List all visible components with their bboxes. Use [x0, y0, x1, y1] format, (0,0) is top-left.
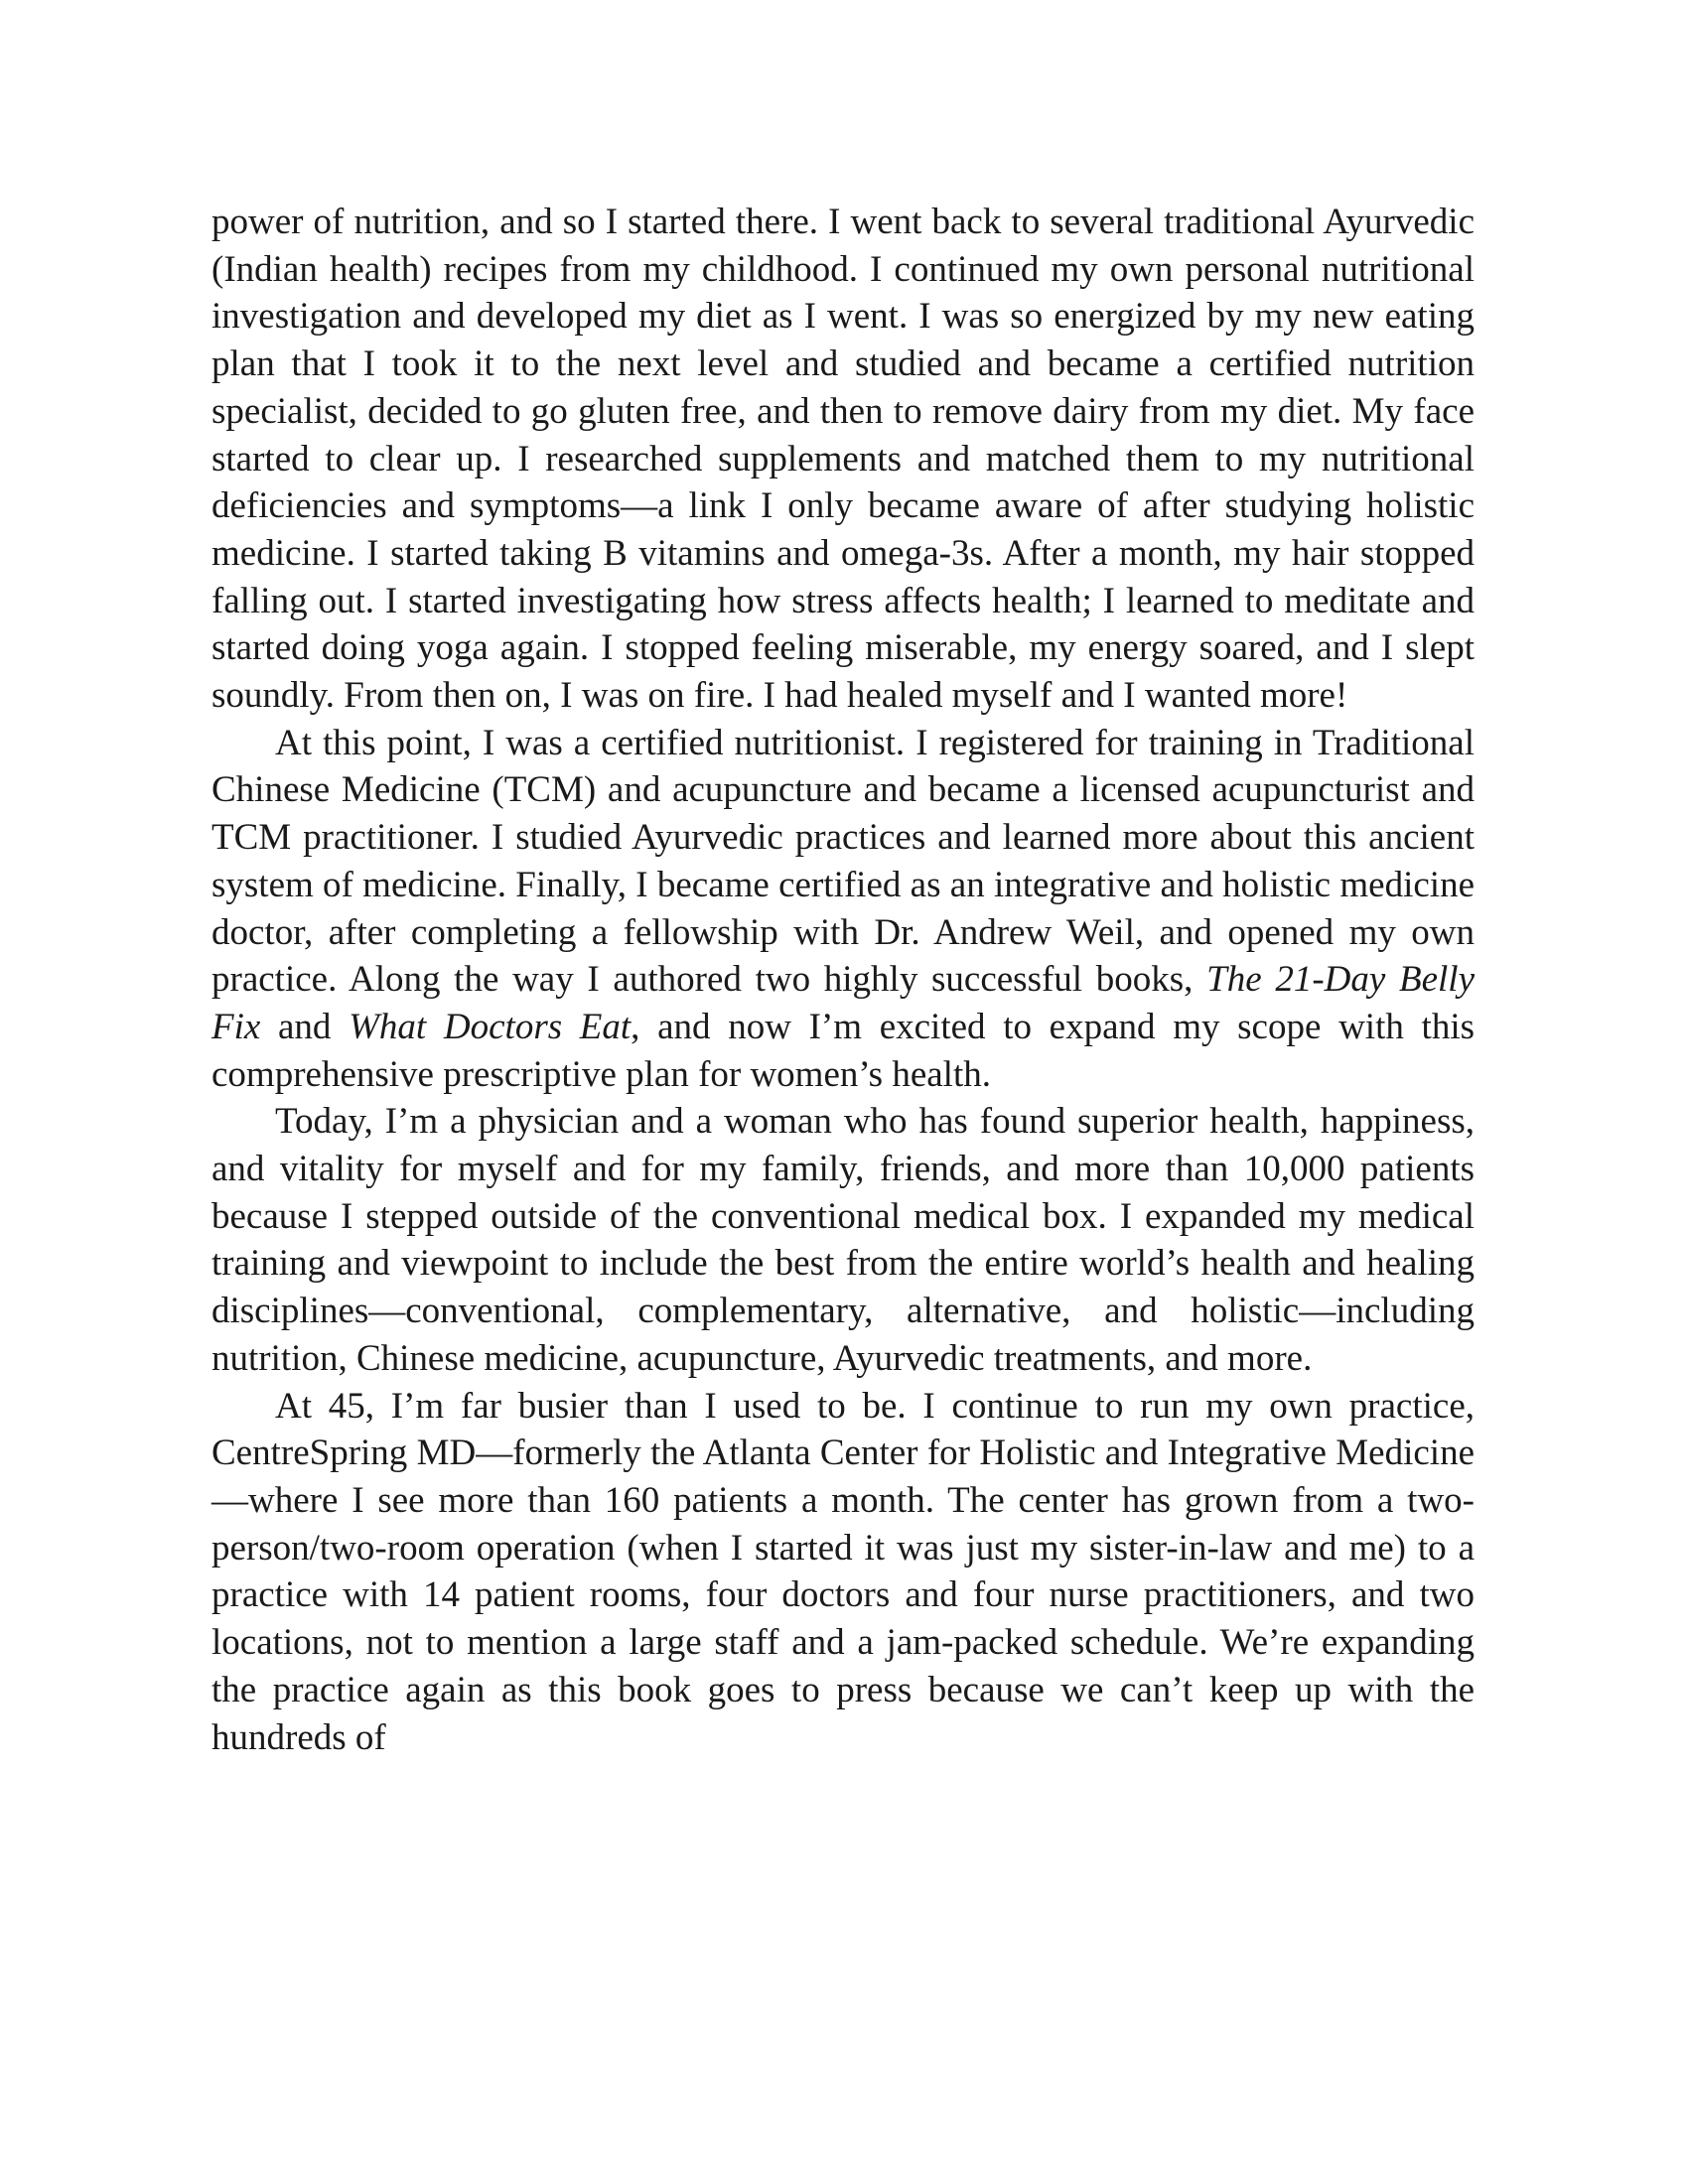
paragraph-2 — [211, 720, 1475, 1099]
book-title-what-doctors-eat: What Doctors Eat — [349, 1006, 632, 1047]
book-title-belly-fix: The 21-Day Belly Fix — [211, 959, 1475, 1047]
paragraph-3: Today, I’m a physician and a woman who has found superior health, happiness, and vitality for myself and for my family, friends, and more than 10,000 patients because I stepped outside of the conventional medical box. I expanded my medical training and viewpoint to include the best from the entire world’s health and healing disciplines—conventional, complementary, alternative, and holistic—including nutrition, Chinese medicine, acupuncture, Ayurvedic treatments, and more. — [211, 1101, 1475, 1379]
paragraph-2-text-c: , and now I’m excited to expand my scope with this comprehensive prescriptive plan for women’s health. — [211, 1006, 1475, 1095]
paragraph-2-text-b: and — [260, 1006, 350, 1047]
paragraph-1: power of nutrition, and so I started there. I went back to several traditional Ayurvedic (Indian health) recipes from my childhood. I continued my own personal nutritional investigation and developed my diet as I went. I was so energized by my new eating plan that I took it to the next level and studied and became a certified nutrition specialist, decided to go gluten free, and then to remove dairy from my diet. My face started to clear up. I researched supplements and matched them to my nutritional deficiencies and symptoms—a link I only became aware of after studying holistic medicine. I started taking B vitamins and omega-3s. After a month, my hair stopped falling out. I started investigating how stress affects health; I learned to meditate and started doing yoga again. I stopped feeling miserable, my energy soared, and I slept soundly. From then on, I was on fire. I had healed myself and I wanted more! — [211, 202, 1475, 717]
paragraph-2-text-a: At this point, I was a certified nutritionist. I registered for training in Traditional Chinese Medicine (TCM) and acupuncture and became a licensed acupuncturist and TCM practitioner. I studied Ayurvedic practices and learned more about this ancient system of medicine. Finally, I became certified as an integrative and holistic medicine doctor, after completing a fellowship with Dr. Andrew Weil, and opened my own practice. Along the way I authored two highly successful books, — [211, 722, 1475, 1001]
paragraph-4: At 45, I’m far busier than I used to be. I continue to run my own practice, CentreSpring MD—formerly the Atlanta Center for Holistic and Integrative Medicine—where I see more than 160 patients a month. The center has grown from a two-person/two-room operation (when I started it was just my sister-in-law and me) to a practice with 14 patient rooms, four doctors and four nurse practitioners, and two locations, not to mention a large staff and a jam-packed schedule. We’re expanding the practice again as this book goes to press because we can’t keep up with the hundreds of — [211, 1385, 1475, 1758]
body-text — [211, 199, 1475, 1761]
